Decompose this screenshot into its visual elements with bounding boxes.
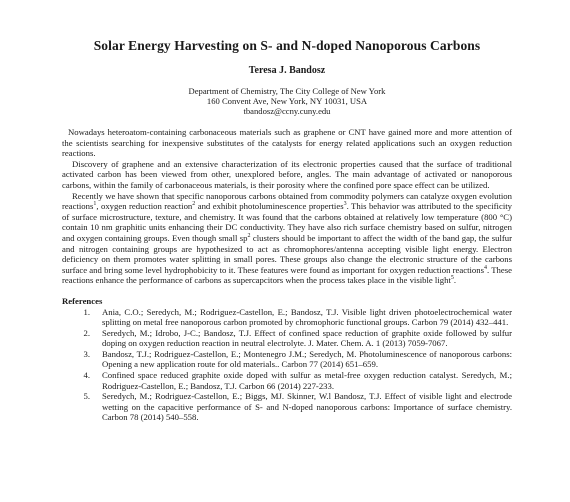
- reference-number: 5.: [83, 391, 90, 402]
- reference-item: [62, 391, 512, 423]
- affiliation-block: [62, 86, 512, 116]
- paragraph-3-text-a: Recently we have shown that specific nanoporous carbons obtained from commodity polymers can catalyze oxygen evolution reactions: [62, 190, 512, 212]
- citation-4: 4: [484, 264, 487, 271]
- paragraph-3-text-e: clusters should be important to affect the width of the band gap, the sulfur and nitrogen containing groups are hypothesized to act as chromophores/antenna accepting visible light energy. Electron deficiency on them promotes water splitting in small pores. These groups also change the electronic structure of the carbons surface and bring some level hydrophobicity to it. These features were found as important for oxygen reduction reactions: [62, 232, 512, 275]
- paragraph-3-text-f: . These reactions enhance the performance of carbons as supercapcitors when the process takes place in the visible light: [62, 264, 512, 286]
- affiliation-address: 160 Convent Ave, New York, NY 10031, USA: [206, 96, 368, 106]
- paragraph-3-text-g: .: [453, 275, 457, 286]
- reference-item: [62, 307, 512, 328]
- reference-text: Confined space reduced graphite oxide doped with sulfur as metal-free oxygen reduction catalyst. Seredych, M.; Rodriguez-Castellon, E.; Bandosz, T.J. Carbon 66 (2014) 227-233.: [102, 370, 512, 391]
- abstract-body: [62, 127, 512, 286]
- reference-text: Seredych, M.; Idrobo, J-C.; Bandosz, T.J. Effect of confined space reduction of graphite oxide followed by sulfur doping on oxygen reduction reaction in neutral electrolyte. J. Mater. Chem. A. 1 (2013) 7059-7067.: [102, 327, 512, 349]
- paragraph-3-text-d: . This behavior was attributed to the specificity of surface microstructure, texture, and chemistry. It was found that the carbons obtained at relatively low temperature (800 °C) contain 10 nm graphitic units enhancing their DC conductivity. They have also rich surface chemistry based on sulfur, nitrogen and oxygen containing groups. Even though small sp: [62, 201, 512, 243]
- paragraph-1: Nowadays heteroatom-containing carbonaceous materials such as graphene or CNT have gained more and more attention of the scientists searching for inexpensive substitutes of the catalysts for energy related applications such an oxygen reduction reactions.: [62, 127, 512, 159]
- reference-text: Bandosz, T.J.; Rodriguez-Castellon, E.; Montenegro J.M.; Seredych, M. Photoluminescence of nanoporous carbons: Opening a new application route for old materials.. Carbon 77 (2014) 651–659.: [102, 348, 512, 370]
- sp2-superscript: 2: [247, 233, 251, 240]
- paragraph-3: [62, 191, 512, 286]
- citation-1: 1: [93, 201, 97, 208]
- author-email: tbandosz@ccny.cuny.edu: [243, 106, 331, 116]
- citation-3: 3: [343, 201, 347, 208]
- paragraph-3-text-c: and exhibit photoluminescence properties: [195, 201, 344, 212]
- reference-item: [62, 370, 512, 391]
- references-list: [62, 307, 512, 424]
- author-name: Teresa J. Bandosz: [248, 65, 326, 76]
- reference-text: Ania, C.O.; Seredych, M.; Rodriguez-Castellon, E.; Bandosz, T.J. Visible light driven photoelectrochemical water splitting on metal free nanoporous carbon promoted by chromophoric functional groups. Carbon 79 (2014) 432–441.: [102, 306, 512, 328]
- affiliation-department: Department of Chemistry, The City College of New York: [188, 86, 386, 96]
- paper-title: Solar Energy Harvesting on S- and N-doped Nanoporous Carbons: [93, 38, 481, 53]
- reference-number: 2.: [83, 327, 90, 338]
- reference-item: [62, 349, 512, 370]
- paragraph-3-text-b: , oxygen reduction reaction: [96, 201, 193, 212]
- reference-text: Seredych, M.; Rodriguez-Castellon, E.; Biggs, MJ. Skinner, W.l Bandosz, T.J. Effect of visible light and electrode wetting on the capacitive performance of S- and N-doped nanoporous carbons: Importance of surface chemistry. Carbon 78 (2014) 540–558.: [102, 391, 512, 423]
- reference-number: 3.: [83, 348, 90, 359]
- reference-item: [62, 328, 512, 349]
- paragraph-2: Discovery of graphene and an extensive characterization of its electronic properties caused that the surface of traditional activated carbon has been viewed from other, unexplored before, angles. The main advantage of activated or nanoporous carbons, within the family of carbonaceous materials, is their porosity where the confined pore space effect can be utilized.: [62, 158, 512, 190]
- reference-number: 1.: [83, 306, 90, 317]
- citation-5: 5: [450, 275, 454, 282]
- references-heading: References: [62, 295, 103, 306]
- reference-number: 4.: [83, 370, 90, 381]
- citation-2: 2: [192, 201, 196, 208]
